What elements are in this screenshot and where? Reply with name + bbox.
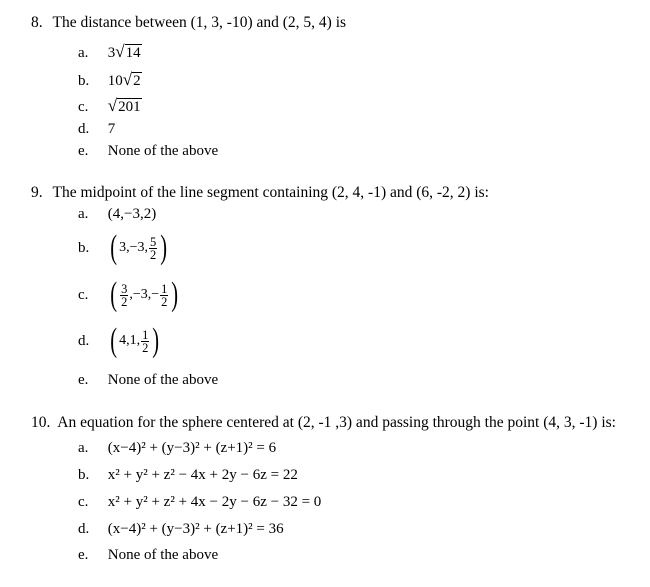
q9-option-b[interactable] xyxy=(78,229,170,273)
option-text: None of the above xyxy=(107,547,219,563)
q9-option-d[interactable] xyxy=(78,322,162,366)
option-text: (x−4)² + (y−3)² + (z+1)² = 6 xyxy=(107,440,277,456)
fraction xyxy=(141,329,149,354)
q10-option-b[interactable] xyxy=(78,467,298,487)
question-8 xyxy=(31,14,346,32)
coefficient: 3 xyxy=(107,45,116,61)
q9-option-e[interactable] xyxy=(78,372,218,392)
radicand: 2 xyxy=(133,73,141,89)
square-root: √14 xyxy=(115,42,141,61)
numerator: 1 xyxy=(161,281,168,296)
denominator: 2 xyxy=(121,294,128,309)
q8-option-a[interactable] xyxy=(78,42,142,62)
option-label: a. xyxy=(78,440,89,456)
expr-text: ,−3,− xyxy=(129,287,160,302)
numerator: 1 xyxy=(142,327,149,342)
option-label: d. xyxy=(78,332,90,349)
option-text: x² + y² + z² − 4x + 2y − 6z = 22 xyxy=(107,467,298,483)
option-label: b. xyxy=(78,239,90,256)
fraction xyxy=(149,236,157,261)
option-label: e. xyxy=(78,547,89,563)
math-expression: ( 3,−3, $\frac{5}{2}$ ) xyxy=(110,229,168,266)
q8-option-e[interactable] xyxy=(78,143,218,163)
square-root: √2 xyxy=(122,70,141,89)
radicand: 201 xyxy=(118,99,141,115)
q10-option-c[interactable] xyxy=(78,494,321,514)
square-root: √201 xyxy=(107,96,141,115)
math-expression: ( $\frac{3}{2}$ ,−3,− $\frac{1}{2}$ ) xyxy=(110,276,179,313)
numerator: 5 xyxy=(149,234,157,249)
option-label: e. xyxy=(78,143,89,159)
option-label: c. xyxy=(78,99,89,115)
option-label: b. xyxy=(78,73,90,89)
fraction xyxy=(160,283,168,308)
option-label: b. xyxy=(78,467,90,483)
expr-text: 4,1, xyxy=(119,333,141,348)
option-label: c. xyxy=(78,286,89,303)
q9-option-a[interactable] xyxy=(78,206,156,226)
denominator: 2 xyxy=(149,247,157,262)
question-text: An equation for the sphere centered at (2, -1 ,3) and passing through the point (4, 3, -1) is: xyxy=(57,414,616,431)
q10-option-a[interactable] xyxy=(78,440,276,460)
radicand: 14 xyxy=(125,45,141,61)
option-text: x² + y² + z² + 4x − 2y − 6z − 32 = 0 xyxy=(107,494,322,510)
option-label: c. xyxy=(78,494,89,510)
q10-option-e[interactable] xyxy=(78,547,218,567)
math-expression: ( 4,1, $\frac{1}{2}$ ) xyxy=(110,322,160,359)
q10-option-d[interactable] xyxy=(78,521,284,541)
question-10 xyxy=(31,414,616,432)
denominator: 2 xyxy=(161,294,168,309)
denominator: 2 xyxy=(142,340,149,355)
option-text: (4,−3,2) xyxy=(107,206,157,222)
expr-text: 3,−3, xyxy=(119,240,148,255)
option-text: 7 xyxy=(107,121,116,137)
option-label: a. xyxy=(78,45,89,61)
question-text: The distance between (1, 3, -10) and (2, 5, 4) is xyxy=(52,14,347,31)
numerator: 3 xyxy=(121,281,128,296)
option-text: (x−4)² + (y−3)² + (z+1)² = 36 xyxy=(107,521,284,537)
option-text: None of the above xyxy=(107,143,219,159)
option-label: d. xyxy=(78,121,90,137)
question-number: 8. xyxy=(31,14,43,31)
option-label: a. xyxy=(78,206,89,222)
coefficient: 10 xyxy=(107,73,123,89)
question-9 xyxy=(31,184,489,202)
option-text: None of the above xyxy=(107,372,219,388)
q9-option-c[interactable] xyxy=(78,276,181,320)
question-text: The midpoint of the line segment containing (2, 4, -1) and (6, -2, 2) is: xyxy=(52,184,489,201)
option-label: e. xyxy=(78,372,89,388)
q8-option-b[interactable] xyxy=(78,70,142,90)
question-number: 10. xyxy=(31,414,51,431)
option-label: d. xyxy=(78,521,90,537)
fraction xyxy=(120,283,128,308)
q8-option-d[interactable] xyxy=(78,121,115,141)
q8-option-c[interactable] xyxy=(78,96,142,116)
question-number: 9. xyxy=(31,184,43,201)
